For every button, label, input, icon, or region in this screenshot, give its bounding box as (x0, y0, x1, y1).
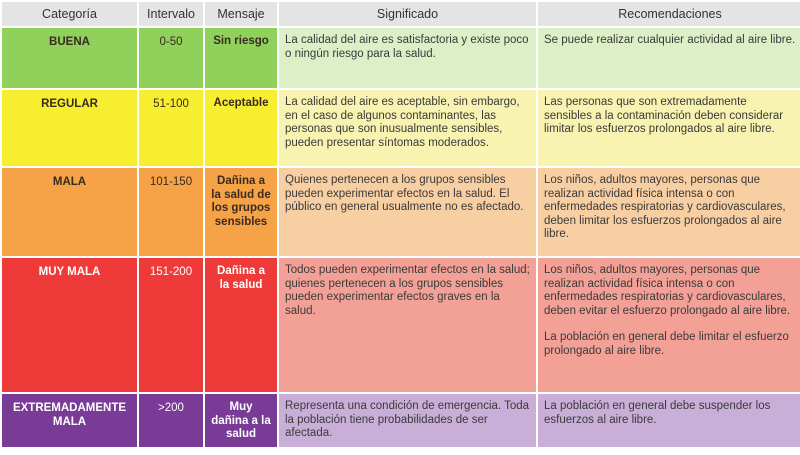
recomendacion-text: Los niños, adultos mayores, personas que realizan actividad física intensa o con enfermedades respiratorias y cardiovasculares, deben limitar los esfuerzos prolongados al aire libre. (544, 174, 786, 241)
mensaje-cell: Aceptable (205, 90, 277, 166)
table-row-extremadamente-mala (2, 394, 800, 447)
header-row (2, 2, 800, 26)
recomendaciones-cell (538, 90, 800, 166)
table-row-mala (2, 168, 800, 256)
recomendacion-text: Los niños, adultos mayores, personas que realizan actividad física intensa o con enfermedades respiratorias y cardiovasculares, deben evitar el esfuerzo prolongado al aire libre. (544, 264, 791, 317)
recomendacion-text: Se puede realizar cualquier actividad al aire libre. (544, 34, 796, 46)
header-intervalo: Intervalo (139, 2, 203, 26)
significado-cell: La calidad del aire es aceptable, sin embargo, en el caso de algunos contaminantes, las personas que son inusualmente sensibles, pueden presentar síntomas moderados. (279, 90, 536, 166)
header-recomendaciones: Recomendaciones (538, 2, 800, 26)
intervalo-cell: 0-50 (139, 28, 203, 88)
significado-cell: Representa una condición de emergencia. Toda la población tiene probabilidades de ser afectada. (279, 394, 536, 447)
table-row-buena (2, 28, 800, 88)
significado-cell: Quienes pertenecen a los grupos sensibles pueden experimentar efectos en la salud. El público en general usualmente no es afectado. (279, 168, 536, 256)
mensaje-cell: Dañina a la salud (205, 258, 277, 392)
recomendaciones-cell (538, 168, 800, 256)
header-significado: Significado (279, 2, 536, 26)
intervalo-cell: 151-200 (139, 258, 203, 392)
header-categoria: Categoría (2, 2, 137, 26)
intervalo-cell: >200 (139, 394, 203, 447)
mensaje-cell: Dañina a la salud de los grupos sensibles (205, 168, 277, 256)
categoria-cell: BUENA (2, 28, 137, 88)
table-row-regular (2, 90, 800, 166)
recomendacion-text: Las personas que son extremadamente sensibles a la contaminación deben considerar limitar los esfuerzos prolongados al aire libre. (544, 96, 784, 136)
recomendacion-text: La población en general debe suspender los esfuerzos al aire libre. (544, 400, 771, 426)
intervalo-cell: 51-100 (139, 90, 203, 166)
categoria-cell: MALA (2, 168, 137, 256)
categoria-cell: MUY MALA (2, 258, 137, 392)
mensaje-cell: Sin riesgo (205, 28, 277, 88)
recomendaciones-cell (538, 394, 800, 447)
header-mensaje: Mensaje (205, 2, 277, 26)
recomendaciones-cell (538, 28, 800, 88)
recomendacion-text: La población en general debe limitar el esfuerzo prolongado al aire libre. (544, 331, 789, 357)
significado-cell: La calidad del aire es satisfactoria y existe poco o ningún riesgo para la salud. (279, 28, 536, 88)
table-row-muy-mala (2, 258, 800, 392)
categoria-cell: EXTREMADAMENTE MALA (2, 394, 137, 447)
significado-cell: Todos pueden experimentar efectos en la salud; quienes pertenecen a los grupos sensibles pueden experimentar efectos graves en la salud. (279, 258, 536, 392)
recomendaciones-cell (538, 258, 800, 392)
categoria-cell: REGULAR (2, 90, 137, 166)
mensaje-cell: Muy dañina a la salud (205, 394, 277, 447)
intervalo-cell: 101-150 (139, 168, 203, 256)
